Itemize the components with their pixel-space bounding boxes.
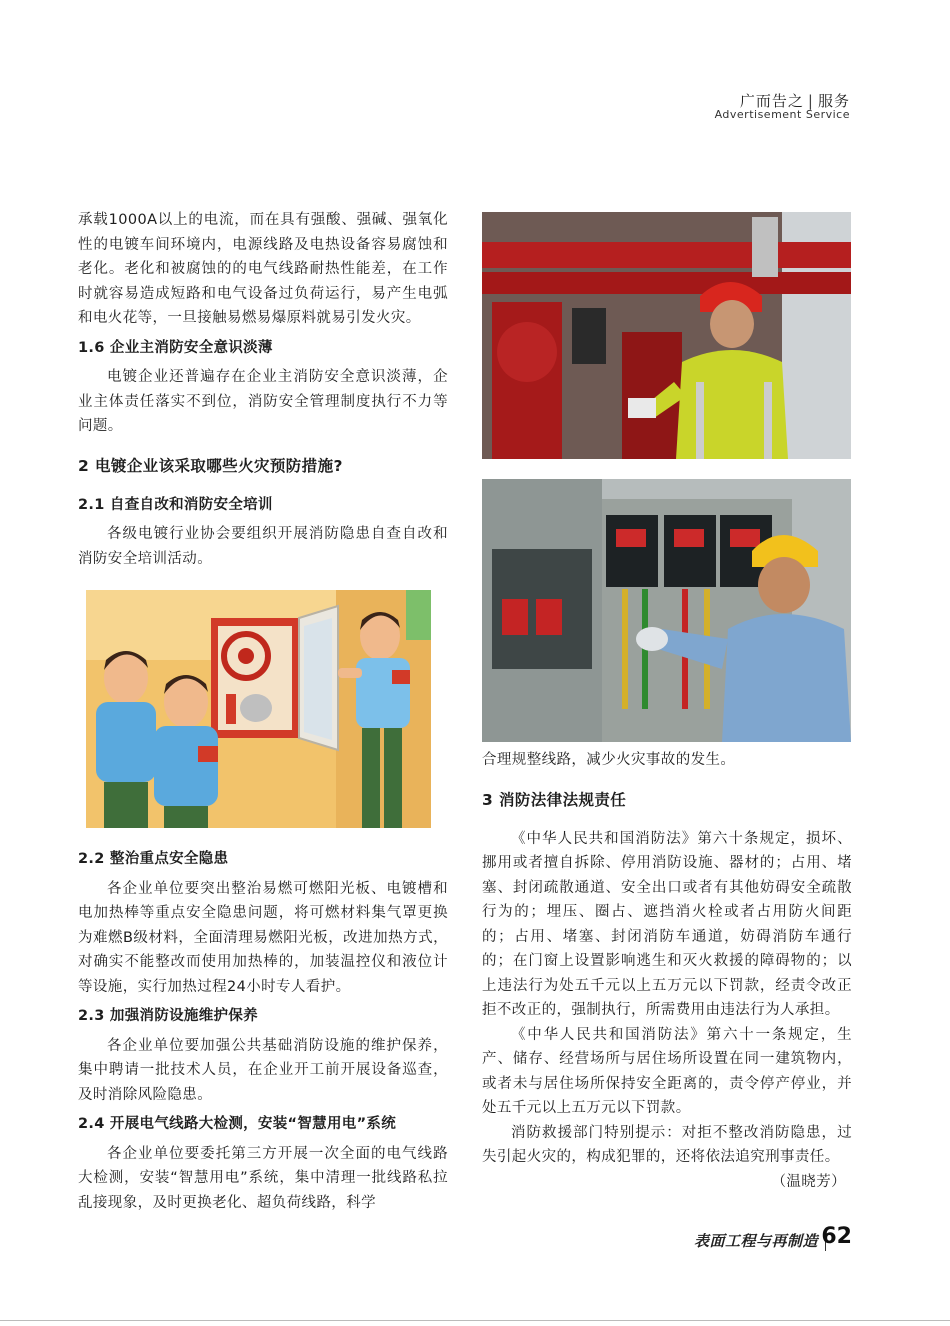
paragraph-continuation: 合理规整线路，减少火灾事故的发生。 bbox=[482, 752, 736, 768]
tip-text: 消防救援部门特别提示：对拒不整改消防隐患，过失引起火灾的，构成犯罪的，还将依法追究刑事责任。 bbox=[482, 1124, 852, 1165]
paragraph-2-1: 各级电镀行业协会要组织开展消防隐患自查自改和消防安全培训活动。 bbox=[78, 526, 448, 567]
photo-fire-pump-inspection bbox=[482, 212, 851, 459]
heading-2-3: 2.3 加强消防设施维护保养 bbox=[78, 1008, 258, 1024]
heading-2-2: 2.2 整治重点安全隐患 bbox=[78, 851, 229, 867]
section-header-cn: 广而告之 bbox=[739, 92, 804, 110]
section-header-service: 服务 bbox=[817, 92, 850, 110]
section-header-en: Advertisement Service bbox=[714, 108, 850, 121]
page-number: 62 bbox=[821, 1224, 852, 1249]
paragraph-2-2: 各企业单位要突出整治易燃可燃阳光板、电镀槽和电加热棒等重点安全隐患问题，将可燃材料集气罩更换为难燃B级材料，全面清理易燃阳光板，改进加热方式，对确实不能整改而使用加热棒的，加装温控仪和液位计等设施，实行加热过程24小时专人看护。 bbox=[78, 880, 448, 995]
paragraph-tip bbox=[482, 1121, 852, 1190]
journal-title: 表面工程与再制造 bbox=[693, 1232, 818, 1250]
heading-2: 2 电镀企业该采取哪些火灾预防措施? bbox=[78, 456, 343, 475]
paragraph-law-61: 《中华人民共和国消防法》第六十一条规定，生产、储存、经营场所与居住场所设置在同一建筑物内，或者未与居住场所保持安全距离的，责令停产停业，并处五千元以上五万元以下罚款。 bbox=[482, 1026, 852, 1116]
paragraph-1-6: 电镀企业还普遍存在企业主消防安全意识淡薄，企业主体责任落实不到位，消防安全管理制度执行不力等问题。 bbox=[78, 369, 448, 434]
page-bottom-rule bbox=[0, 1320, 950, 1321]
author-signature: （温晓芳） bbox=[771, 1173, 846, 1190]
heading-1-6: 1.6 企业主消防安全意识淡薄 bbox=[78, 339, 273, 356]
heading-2-1: 2.1 自查自改和消防安全培训 bbox=[78, 496, 273, 513]
header-separator: | bbox=[807, 92, 814, 110]
paragraph-law-60: 《中华人民共和国消防法》第六十条规定，损坏、挪用或者擅自拆除、停用消防设施、器材的；占用、堵塞、封闭疏散通道、安全出口或者有其他妨碍安全疏散行为的；埋压、圈占、遮挡消火栓或者占用防火间距的；占用、堵塞、封闭消防车通道，妨碍消防车通行的；在门窗上设置影响逃生和灭火救援的障碍物的；以上违法行为处五千元以上五万元以下罚款，经责令改正拒不改正的，强制执行，所需费用由违法行为人承担。 bbox=[482, 830, 852, 1018]
paragraph-intro: 承载1000A以上的电流，而在具有强酸、强碱、强氧化性的电镀车间环境内，电源线路及电热设备容易腐蚀和老化。老化和被腐蚀的的电气线路耐热性能差，在工作时就容易造成短路和电气设备过负荷运行，易产生电弧和电火花等，一旦接触易燃易爆原料就易引发火灾。 bbox=[78, 212, 448, 326]
illustration-fire-cabinet-inspection bbox=[86, 590, 431, 828]
photo-electrical-panel-inspection bbox=[482, 479, 851, 742]
heading-2-4: 2.4 开展电气线路大检测，安装“智慧用电”系统 bbox=[78, 1116, 396, 1132]
paragraph-2-4: 各企业单位要委托第三方开展一次全面的电气线路大检测，安装“智慧用电”系统，集中清理一批线路私拉乱接现象，及时更换老化、超负荷线路，科学 bbox=[78, 1145, 448, 1211]
paragraph-2-3: 各企业单位要加强公共基础消防设施的维护保养，集中聘请一批技术人员，在企业开工前开展设备巡查，及时消除风险隐患。 bbox=[78, 1037, 448, 1103]
right-column bbox=[482, 748, 852, 1194]
heading-3: 3 消防法律法规责任 bbox=[482, 790, 627, 809]
